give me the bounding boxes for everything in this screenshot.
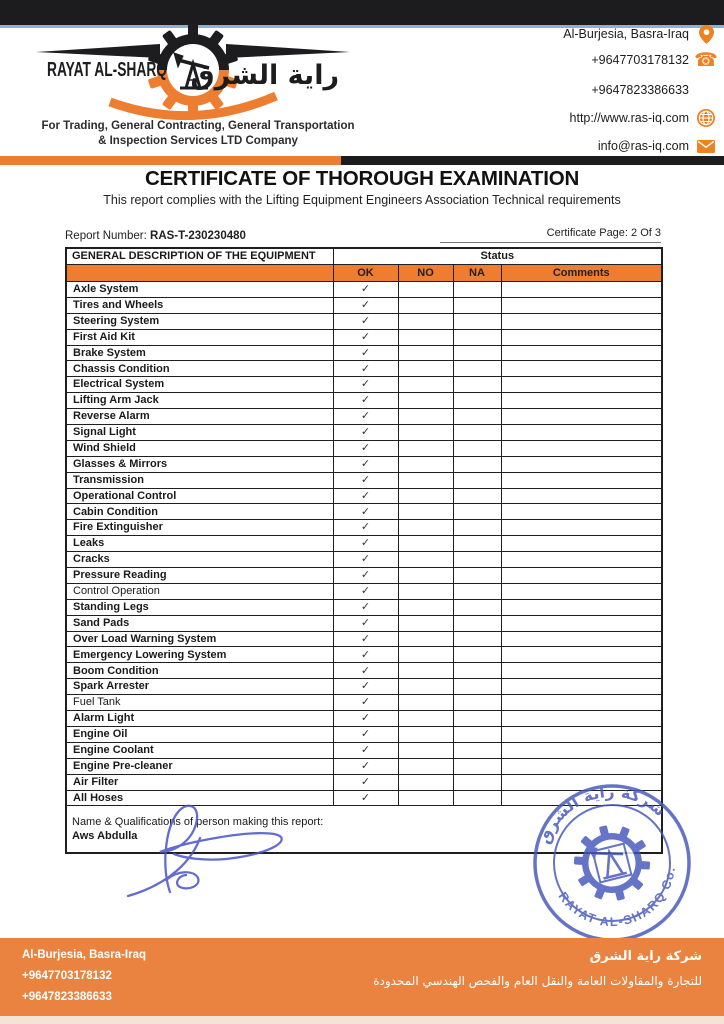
table-row bbox=[66, 520, 662, 536]
table-row bbox=[66, 583, 662, 599]
status-no-cell bbox=[398, 695, 453, 711]
comments-cell bbox=[501, 488, 662, 504]
table-row bbox=[66, 615, 662, 631]
status-na-cell bbox=[453, 536, 501, 552]
status-no-cell bbox=[398, 679, 453, 695]
status-col-spacer bbox=[66, 265, 333, 282]
report-person-label: Name & Qualifications of person making this report: bbox=[72, 815, 324, 828]
table-row bbox=[66, 758, 662, 774]
stamp-text-english: RAYAT AL-SHARQ Co. bbox=[555, 865, 678, 930]
equipment-label-cell: Engine Coolant bbox=[66, 742, 333, 758]
comments-cell bbox=[501, 711, 662, 727]
comments-cell bbox=[501, 695, 662, 711]
status-col-no: NO bbox=[398, 265, 453, 282]
status-no-cell bbox=[398, 583, 453, 599]
tagline-line2: & Inspection Services LTD Company bbox=[98, 135, 298, 147]
status-na-cell bbox=[453, 282, 501, 298]
status-no-cell bbox=[398, 552, 453, 568]
equipment-label-cell: Operational Control bbox=[66, 488, 333, 504]
equipment-label-cell: Engine Pre-cleaner bbox=[66, 758, 333, 774]
table-row bbox=[66, 377, 662, 393]
status-ok-cell: ✓ bbox=[333, 361, 398, 377]
status-no-cell bbox=[398, 568, 453, 584]
comments-cell bbox=[501, 282, 662, 298]
status-no-cell bbox=[398, 425, 453, 441]
comments-cell bbox=[501, 520, 662, 536]
status-no-cell bbox=[398, 345, 453, 361]
status-no-cell bbox=[398, 377, 453, 393]
equipment-rows bbox=[66, 282, 662, 806]
status-ok-cell: ✓ bbox=[333, 774, 398, 790]
status-ok-cell: ✓ bbox=[333, 297, 398, 313]
footer-company-name-ar: شركة راية الشرق bbox=[589, 949, 702, 964]
status-ok-cell: ✓ bbox=[333, 663, 398, 679]
table-row bbox=[66, 361, 662, 377]
comments-cell bbox=[501, 742, 662, 758]
phone-icon: ☎ bbox=[694, 48, 718, 71]
table-row bbox=[66, 440, 662, 456]
bottom-strip bbox=[0, 1016, 724, 1024]
comments-cell bbox=[501, 568, 662, 584]
equipment-label-cell: Cracks bbox=[66, 552, 333, 568]
status-na-cell bbox=[453, 409, 501, 425]
status-na-cell bbox=[453, 552, 501, 568]
footer-phone1: +9647703178132 bbox=[22, 970, 112, 982]
comments-cell bbox=[501, 377, 662, 393]
comments-cell bbox=[501, 647, 662, 663]
envelope-icon bbox=[696, 140, 716, 153]
contact-email bbox=[598, 136, 716, 156]
divider-dark-bar bbox=[341, 156, 724, 165]
equipment-label-cell: Control Operation bbox=[66, 583, 333, 599]
status-col-comments: Comments bbox=[501, 265, 662, 282]
equipment-label-cell: Transmission bbox=[66, 472, 333, 488]
left-wing bbox=[36, 44, 160, 58]
equipment-label-cell: Emergency Lowering System bbox=[66, 647, 333, 663]
comments-cell bbox=[501, 615, 662, 631]
status-no-cell bbox=[398, 536, 453, 552]
comments-cell bbox=[501, 536, 662, 552]
table-row bbox=[66, 536, 662, 552]
status-no-cell bbox=[398, 456, 453, 472]
comments-cell bbox=[501, 679, 662, 695]
report-person-name: Aws Abdulla bbox=[72, 830, 138, 843]
table-row bbox=[66, 663, 662, 679]
table-row bbox=[66, 679, 662, 695]
status-na-cell bbox=[453, 313, 501, 329]
status-na-cell bbox=[453, 329, 501, 345]
status-na-cell bbox=[453, 615, 501, 631]
company-logo bbox=[28, 22, 378, 122]
comments-cell bbox=[501, 504, 662, 520]
comments-cell bbox=[501, 440, 662, 456]
status-no-cell bbox=[398, 329, 453, 345]
equipment-label-cell: Leaks bbox=[66, 536, 333, 552]
status-no-cell bbox=[398, 774, 453, 790]
status-ok-cell: ✓ bbox=[333, 758, 398, 774]
comments-cell bbox=[501, 297, 662, 313]
brand-name-en: RAYAT AL-SHARQ bbox=[47, 59, 167, 81]
contact-phone1 bbox=[591, 50, 716, 70]
address-text: Al-Burjesia, Basra-Iraq bbox=[563, 27, 689, 41]
equipment-label-cell: Fire Extinguisher bbox=[66, 520, 333, 536]
table-row bbox=[66, 742, 662, 758]
table-row bbox=[66, 393, 662, 409]
signature bbox=[108, 796, 308, 901]
description-header-cell: GENERAL DESCRIPTION OF THE EQUIPMENT bbox=[66, 248, 333, 265]
status-no-cell bbox=[398, 393, 453, 409]
status-na-cell bbox=[453, 456, 501, 472]
status-ok-cell: ✓ bbox=[333, 679, 398, 695]
status-na-cell bbox=[453, 711, 501, 727]
comments-cell bbox=[501, 361, 662, 377]
status-na-cell bbox=[453, 472, 501, 488]
status-no-cell bbox=[398, 520, 453, 536]
report-number-label: Report Number: bbox=[65, 230, 147, 242]
status-ok-cell: ✓ bbox=[333, 647, 398, 663]
certificate-title: CERTIFICATE OF THOROUGH EXAMINATION bbox=[144, 167, 580, 190]
equipment-label-cell: First Aid Kit bbox=[66, 329, 333, 345]
footer-phone2: +9647823386633 bbox=[22, 991, 112, 1003]
table-row bbox=[66, 313, 662, 329]
status-na-cell bbox=[453, 726, 501, 742]
table-row bbox=[66, 647, 662, 663]
equipment-label-cell: Fuel Tank bbox=[66, 695, 333, 711]
phone2-text: +9647823386633 bbox=[591, 83, 689, 97]
status-na-cell bbox=[453, 599, 501, 615]
status-na-cell bbox=[453, 742, 501, 758]
table-row bbox=[66, 456, 662, 472]
comments-cell bbox=[501, 758, 662, 774]
comments-cell bbox=[501, 631, 662, 647]
status-na-cell bbox=[453, 758, 501, 774]
status-col-ok: OK bbox=[333, 265, 398, 282]
status-no-cell bbox=[398, 647, 453, 663]
equipment-label-cell: Electrical System bbox=[66, 377, 333, 393]
status-na-cell bbox=[453, 425, 501, 441]
status-na-cell bbox=[453, 631, 501, 647]
status-no-cell bbox=[398, 758, 453, 774]
table-row bbox=[66, 282, 662, 298]
status-no-cell bbox=[398, 440, 453, 456]
email-text: info@ras-iq.com bbox=[597, 139, 689, 153]
equipment-label-cell: Alarm Light bbox=[66, 711, 333, 727]
status-ok-cell: ✓ bbox=[333, 695, 398, 711]
footer-company-services-ar: للتجارة والمقاولات العامة والنقل العام والفحص الهندسي المحدودة bbox=[373, 974, 702, 988]
comments-cell bbox=[501, 583, 662, 599]
contact-address bbox=[563, 24, 716, 44]
comments-cell bbox=[501, 329, 662, 345]
status-ok-cell: ✓ bbox=[333, 504, 398, 520]
status-no-cell bbox=[398, 615, 453, 631]
status-no-cell bbox=[398, 361, 453, 377]
comments-cell bbox=[501, 726, 662, 742]
status-ok-cell: ✓ bbox=[333, 440, 398, 456]
status-na-cell bbox=[453, 440, 501, 456]
status-ok-cell: ✓ bbox=[333, 425, 398, 441]
status-ok-cell: ✓ bbox=[333, 790, 398, 806]
equipment-label-cell: Engine Oil bbox=[66, 726, 333, 742]
equipment-label-cell: Lifting Arm Jack bbox=[66, 393, 333, 409]
table-row bbox=[66, 568, 662, 584]
brand-name-ar: راية الشرق bbox=[190, 60, 339, 91]
globe-icon bbox=[696, 109, 716, 127]
status-na-cell bbox=[453, 377, 501, 393]
status-na-cell bbox=[453, 583, 501, 599]
status-ok-cell: ✓ bbox=[333, 313, 398, 329]
footer-company-block bbox=[373, 944, 702, 994]
footer-contact-block bbox=[22, 945, 146, 1008]
table-row bbox=[66, 599, 662, 615]
phone1-text: +9647703178132 bbox=[591, 53, 689, 67]
comments-cell bbox=[501, 599, 662, 615]
table-row bbox=[66, 425, 662, 441]
table-row bbox=[66, 552, 662, 568]
table-row bbox=[66, 345, 662, 361]
tagline-line1: For Trading, General Contracting, General Transportation bbox=[41, 120, 355, 132]
status-no-cell bbox=[398, 790, 453, 806]
status-no-cell bbox=[398, 711, 453, 727]
equipment-label-cell: Standing Legs bbox=[66, 599, 333, 615]
status-no-cell bbox=[398, 663, 453, 679]
status-columns-row bbox=[66, 265, 662, 282]
equipment-label-cell: Axle System bbox=[66, 282, 333, 298]
equipment-label-cell: Steering System bbox=[66, 313, 333, 329]
certificate-page-info: Certificate Page: 2 Of 3 bbox=[440, 227, 661, 243]
status-no-cell bbox=[398, 472, 453, 488]
table-row bbox=[66, 329, 662, 345]
status-ok-cell: ✓ bbox=[333, 536, 398, 552]
status-na-cell bbox=[453, 345, 501, 361]
equipment-label-cell: Pressure Reading bbox=[66, 568, 333, 584]
company-tagline bbox=[18, 119, 378, 149]
status-ok-cell: ✓ bbox=[333, 615, 398, 631]
contact-website bbox=[570, 108, 716, 128]
status-ok-cell: ✓ bbox=[333, 282, 398, 298]
page-footer bbox=[0, 938, 724, 1016]
status-ok-cell: ✓ bbox=[333, 742, 398, 758]
table-row bbox=[66, 726, 662, 742]
status-no-cell bbox=[398, 313, 453, 329]
equipment-checklist-table bbox=[65, 247, 663, 854]
status-na-cell bbox=[453, 393, 501, 409]
status-na-cell bbox=[453, 520, 501, 536]
status-ok-cell: ✓ bbox=[333, 488, 398, 504]
location-pin-icon bbox=[696, 25, 716, 44]
comments-cell bbox=[501, 409, 662, 425]
equipment-label-cell: Air Filter bbox=[66, 774, 333, 790]
divider-orange-bar bbox=[0, 156, 341, 165]
status-na-cell bbox=[453, 361, 501, 377]
report-number-value: RAS-T-230230480 bbox=[150, 230, 246, 242]
status-no-cell bbox=[398, 742, 453, 758]
status-col-na: NA bbox=[453, 265, 501, 282]
equipment-label-cell: Boom Condition bbox=[66, 663, 333, 679]
status-no-cell bbox=[398, 599, 453, 615]
comments-cell bbox=[501, 393, 662, 409]
status-ok-cell: ✓ bbox=[333, 377, 398, 393]
status-na-cell bbox=[453, 504, 501, 520]
table-row bbox=[66, 695, 662, 711]
comments-cell bbox=[501, 472, 662, 488]
status-ok-cell: ✓ bbox=[333, 711, 398, 727]
status-no-cell bbox=[398, 488, 453, 504]
status-header-cell: Status bbox=[333, 248, 662, 265]
table-row bbox=[66, 409, 662, 425]
status-no-cell bbox=[398, 726, 453, 742]
contact-phone2 bbox=[591, 80, 716, 100]
status-na-cell bbox=[453, 679, 501, 695]
comments-cell bbox=[501, 345, 662, 361]
status-no-cell bbox=[398, 297, 453, 313]
comments-cell bbox=[501, 313, 662, 329]
comments-cell bbox=[501, 552, 662, 568]
status-na-cell bbox=[453, 488, 501, 504]
status-ok-cell: ✓ bbox=[333, 552, 398, 568]
table-header-row bbox=[66, 248, 662, 265]
status-na-cell bbox=[453, 663, 501, 679]
table-row bbox=[66, 488, 662, 504]
status-na-cell bbox=[453, 568, 501, 584]
equipment-label-cell: Sand Pads bbox=[66, 615, 333, 631]
equipment-label-cell: Reverse Alarm bbox=[66, 409, 333, 425]
comments-cell bbox=[501, 456, 662, 472]
status-no-cell bbox=[398, 504, 453, 520]
status-ok-cell: ✓ bbox=[333, 345, 398, 361]
equipment-label-cell: Brake System bbox=[66, 345, 333, 361]
footer-address: Al-Burjesia, Basra-Iraq bbox=[22, 949, 146, 961]
equipment-label-cell: Chassis Condition bbox=[66, 361, 333, 377]
company-stamp bbox=[530, 781, 694, 945]
status-na-cell bbox=[453, 695, 501, 711]
status-no-cell bbox=[398, 282, 453, 298]
equipment-label-cell: Tires and Wheels bbox=[66, 297, 333, 313]
status-ok-cell: ✓ bbox=[333, 409, 398, 425]
equipment-label-cell: Cabin Condition bbox=[66, 504, 333, 520]
website-text: http://www.ras-iq.com bbox=[569, 111, 689, 125]
status-ok-cell: ✓ bbox=[333, 726, 398, 742]
equipment-label-cell: All Hoses bbox=[66, 790, 333, 806]
table-row bbox=[66, 711, 662, 727]
status-na-cell bbox=[453, 774, 501, 790]
equipment-label-cell: Signal Light bbox=[66, 425, 333, 441]
status-ok-cell: ✓ bbox=[333, 583, 398, 599]
status-ok-cell: ✓ bbox=[333, 329, 398, 345]
equipment-label-cell: Spark Arrester bbox=[66, 679, 333, 695]
stamp-text-arabic: شركة راية الشرق bbox=[534, 781, 670, 847]
equipment-label-cell: Over Load Warning System bbox=[66, 631, 333, 647]
right-wing bbox=[226, 44, 350, 58]
table-row bbox=[66, 631, 662, 647]
table-row bbox=[66, 297, 662, 313]
status-ok-cell: ✓ bbox=[333, 456, 398, 472]
status-ok-cell: ✓ bbox=[333, 472, 398, 488]
status-na-cell bbox=[453, 790, 501, 806]
table-row bbox=[66, 472, 662, 488]
comments-cell bbox=[501, 663, 662, 679]
certificate-subtitle: This report complies with the Lifting Equipment Engineers Association Technical requirements bbox=[103, 193, 621, 207]
comments-cell bbox=[501, 425, 662, 441]
status-no-cell bbox=[398, 409, 453, 425]
status-ok-cell: ✓ bbox=[333, 599, 398, 615]
report-number-line bbox=[65, 230, 246, 242]
status-na-cell bbox=[453, 647, 501, 663]
equipment-label-cell: Wind Shield bbox=[66, 440, 333, 456]
status-ok-cell: ✓ bbox=[333, 393, 398, 409]
table-row bbox=[66, 504, 662, 520]
status-ok-cell: ✓ bbox=[333, 568, 398, 584]
status-ok-cell: ✓ bbox=[333, 520, 398, 536]
status-no-cell bbox=[398, 631, 453, 647]
status-na-cell bbox=[453, 297, 501, 313]
status-ok-cell: ✓ bbox=[333, 631, 398, 647]
equipment-label-cell: Glasses & Mirrors bbox=[66, 456, 333, 472]
